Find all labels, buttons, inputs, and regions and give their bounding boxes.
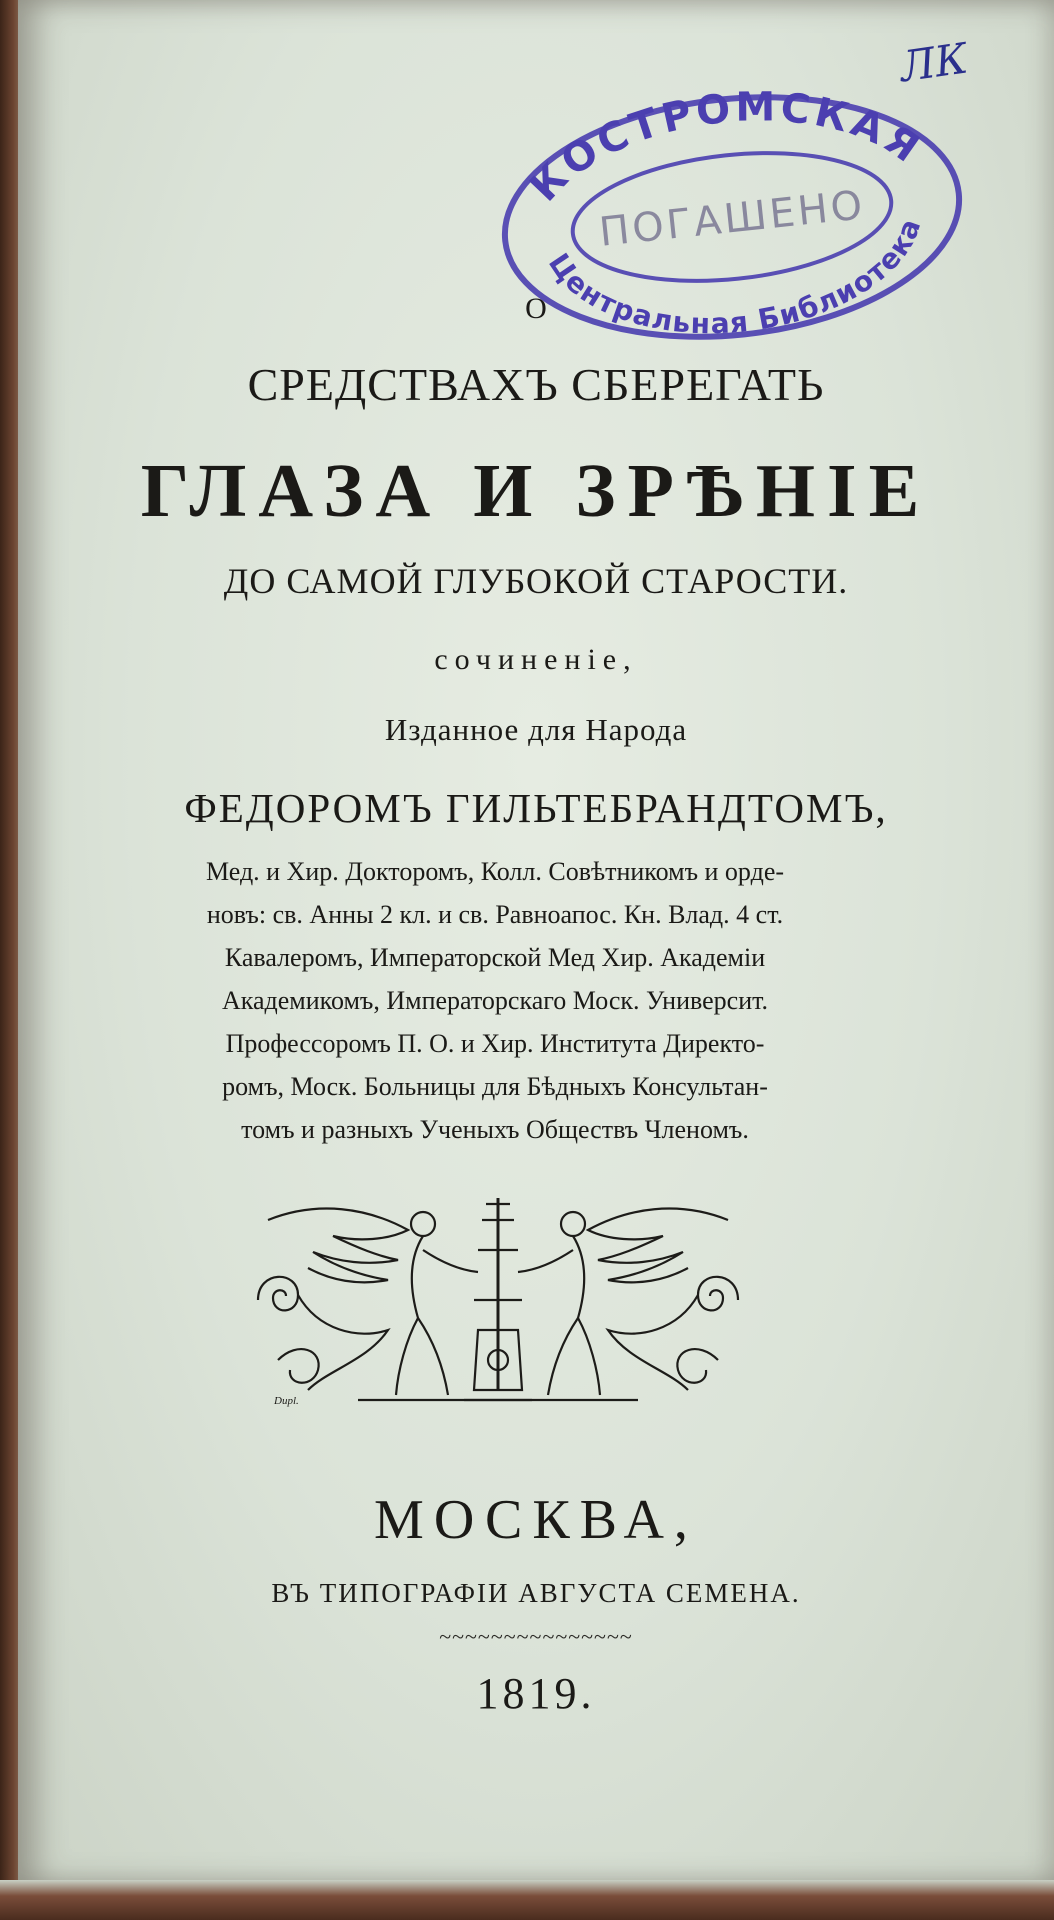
- main-title: ГЛАЗА И ЗРѢНІЕ: [140, 449, 932, 533]
- author-titles: [110, 850, 880, 1151]
- genre-label: сочиненіе,: [434, 643, 638, 676]
- printer-line: ВЪ ТИПОГРАФІИ АВГУСТА СЕМЕНА.: [271, 1578, 801, 1608]
- publication-year: 1819.: [476, 1669, 596, 1718]
- library-stamp: [492, 82, 972, 352]
- vignette-ornament: [238, 1190, 758, 1412]
- published-for: Изданное для Народа: [384, 712, 688, 747]
- author-title-line: ромъ, Моск. Больницы для Бѣдныхъ Консультан-: [222, 1072, 768, 1101]
- title-line-3: ДО САМОЙ ГЛУБОКОЙ СТАРОСТИ.: [223, 561, 849, 601]
- stamp-center: ПОГАШЕНО: [597, 182, 868, 256]
- stamp-outer-bottom: Центральная Библиотека: [541, 213, 928, 341]
- svg-text:КОСТРОМСКАЯ: [514, 82, 934, 214]
- author-title-line: Академикомъ, Императорскаго Моск. Университ.: [221, 986, 769, 1015]
- title-line-1: СРЕДСТВАХЪ СБЕРЕГАТЬ: [247, 359, 825, 410]
- handwritten-mark: ЛК: [896, 33, 971, 92]
- book-binding-bottom: [0, 1880, 1054, 1920]
- decorative-rule: ~~~~~~~~~~~~~~~: [439, 1624, 633, 1649]
- title-preposition: О: [525, 292, 547, 325]
- author-title-line: Мед. и Хир. Докторомъ, Колл. Совѣтникомъ и орде-: [205, 857, 785, 886]
- stamp-outer-top: КОСТРОМСКАЯ: [521, 84, 931, 211]
- engraver-signature: Dupl.: [274, 1395, 299, 1407]
- author-title-line: томъ и разныхъ Ученыхъ Обществъ Членомъ.: [241, 1115, 749, 1144]
- author-title-line: новъ: св. Анны 2 кл. и св. Равноапос. Кн. Влад. 4 ст.: [206, 900, 784, 929]
- author-title-line: Профессоромъ П. О. и Хир. Института Директо-: [225, 1029, 765, 1058]
- author-title-line: Кавалеромъ, Императорской Мед Хир. Академіи: [224, 943, 766, 972]
- publication-city: МОСКВА,: [374, 1489, 698, 1551]
- author-name: ФЕДОРОМЪ ГИЛЬТЕБРАНДТОМЪ,: [184, 785, 888, 831]
